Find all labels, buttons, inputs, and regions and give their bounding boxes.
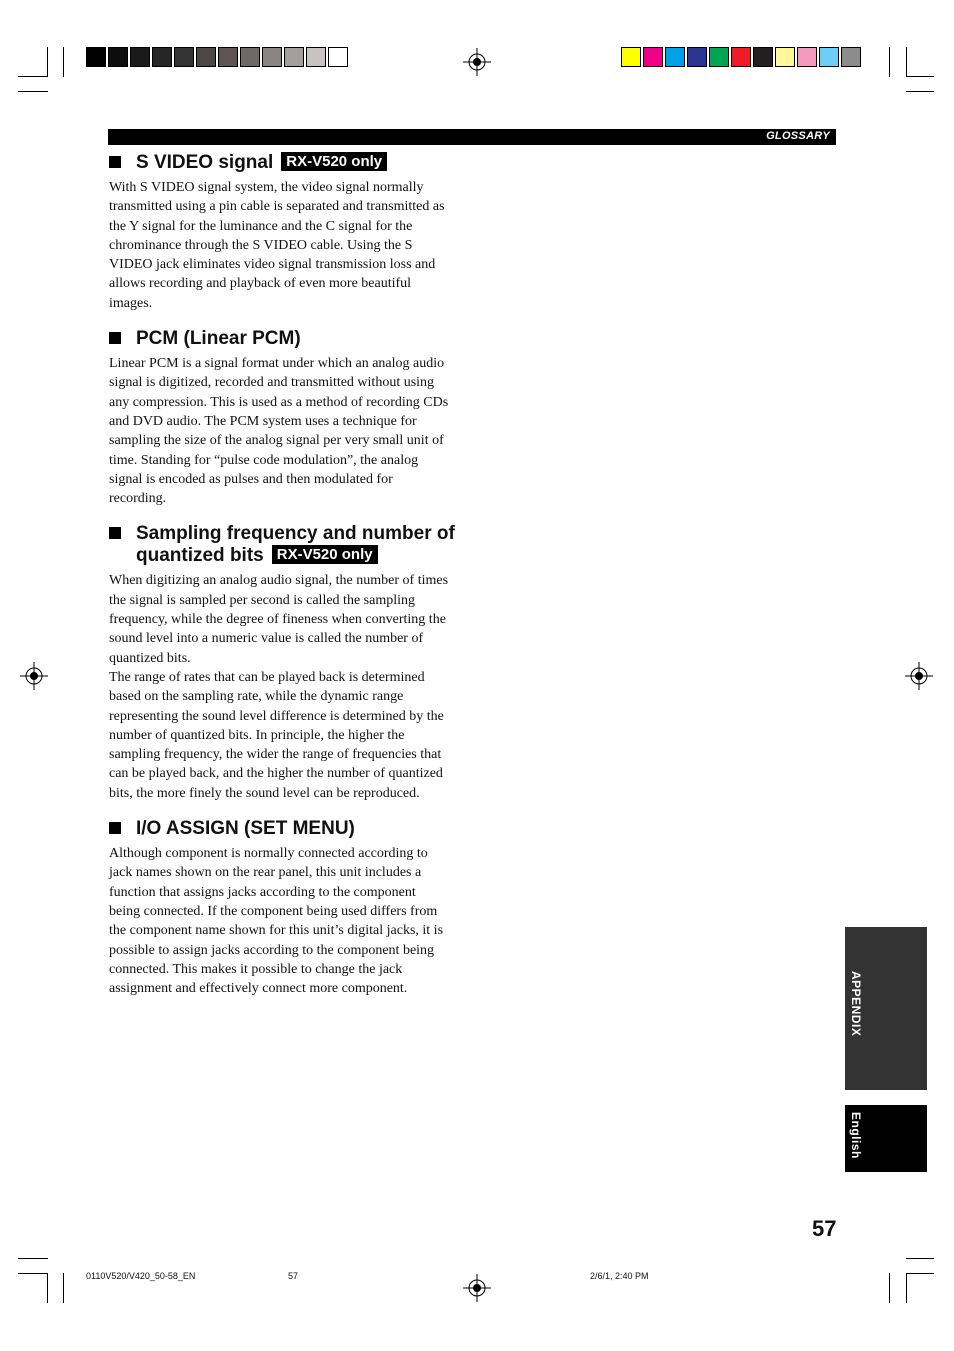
entry-body: With S VIDEO signal system, the video signal normally transmitted using a pin cable is separated and transmitted as the Y signal for the luminance and the C signal for the chrominance through the S VIDEO cable. Using the S VIDEO jack eliminates video signal transmission loss and allows recording and playback of even more beautiful images.: [109, 180, 445, 311]
color-swatch: [731, 47, 751, 67]
footer-page: 57: [288, 1271, 299, 1281]
model-badge: RX-V520 only: [272, 545, 378, 564]
color-swatch: [130, 47, 150, 67]
crop-mark: [906, 1273, 907, 1303]
entry-heading: [109, 328, 461, 350]
section-label: GLOSSARY: [766, 130, 830, 142]
glossary-entry-pcm: [109, 328, 461, 508]
bullet-square-icon: [109, 527, 121, 539]
crop-mark: [18, 1273, 48, 1274]
entry-heading: [109, 152, 461, 174]
registration-mark-icon: [905, 662, 933, 690]
color-swatch: [108, 47, 128, 67]
language-tab: [845, 1105, 927, 1172]
entry-title: I/O ASSIGN (SET MENU): [136, 818, 355, 840]
registration-mark-icon: [20, 662, 48, 690]
glossary-entry-io-assign: [109, 818, 461, 998]
entry-body: Linear PCM is a signal format under which an analog audio signal is digitized, recorded and transmitted without using any compression. This is used as a method of recording CDs and DVD audio. The PCM system uses a technique for sampling the size of the analog signal per very small unit of time. Standing for “pulse code modulation”, the analog signal is encoded as pulses and then modulated for recording.: [109, 356, 449, 507]
crop-mark: [906, 91, 934, 92]
color-swatch: [687, 47, 707, 67]
color-swatch: [753, 47, 773, 67]
appendix-tab: [845, 927, 927, 1090]
crop-mark: [906, 1258, 934, 1259]
entry-heading: [109, 523, 461, 567]
model-badge: RX-V520 only: [281, 152, 387, 171]
color-swatch: [709, 47, 729, 67]
color-swatch: [665, 47, 685, 67]
entry-title-line-2: quantized bits: [136, 545, 264, 567]
color-swatch: [240, 47, 260, 67]
entry-title: PCM (Linear PCM): [136, 328, 301, 350]
language-tab-label: English: [849, 1112, 863, 1159]
glossary-entry-s-video: [109, 152, 461, 313]
crop-mark: [63, 47, 64, 77]
entry-body: Although component is normally connected according to jack names shown on the rear panel, this unit includes a function that assigns jacks according to the component being connected. If the component being used differs from the component name shown for this unit’s digital jacks, it is possible to assign jacks according to the component being connected. This makes it possible to change the jack assignment and effectively connect more component.: [109, 846, 444, 997]
color-swatch: [621, 47, 641, 67]
entry-title-line-1: Sampling frequency and number of: [136, 523, 455, 545]
registration-mark-icon: [463, 48, 491, 76]
color-swatch: [819, 47, 839, 67]
color-swatch: [328, 47, 348, 67]
registration-mark-icon: [463, 1274, 491, 1302]
section-header-bar: [108, 129, 836, 145]
footer-file-name: 0110V520/V420_50-58_EN: [86, 1271, 196, 1281]
color-swatch: [841, 47, 861, 67]
color-swatch: [262, 47, 282, 67]
color-swatch: [152, 47, 172, 67]
bullet-square-icon: [109, 822, 121, 834]
crop-mark: [47, 47, 48, 77]
entry-heading: [109, 818, 461, 840]
color-swatch: [643, 47, 663, 67]
entry-body: When digitizing an analog audio signal, the number of times the signal is sampled per second is called the sampling frequency, while the degree of fineness when converting the sound level into a numeric value is called the number of quantized bits. The range of rates that can be played back is determined based on the sampling rate, while the dynamic range representing the sound level difference is determined by the number of quantized bits. In principle, the higher the sampling frequency, the wider the range of frequencies that can be played back, and the higher the number of quantized bits, the more finely the sound level can be reproduced.: [109, 573, 449, 801]
bullet-square-icon: [109, 156, 121, 168]
grayscale-color-bar: [86, 47, 350, 69]
color-swatch: [775, 47, 795, 67]
color-swatch: [174, 47, 194, 67]
crop-mark: [63, 1273, 64, 1303]
crop-mark: [906, 76, 934, 77]
appendix-tab-label: APPENDIX: [849, 971, 863, 1037]
crop-mark: [18, 1258, 48, 1259]
color-swatch: [306, 47, 326, 67]
crop-mark: [18, 76, 48, 77]
crop-mark: [906, 47, 907, 77]
footer-timestamp: 2/6/1, 2:40 PM: [590, 1271, 649, 1281]
crop-mark: [906, 1273, 934, 1274]
crop-mark: [18, 91, 48, 92]
color-swatch: [86, 47, 106, 67]
page-number: 57: [812, 1216, 837, 1241]
color-swatch: [284, 47, 304, 67]
glossary-entry-sampling: [109, 523, 461, 803]
crop-mark: [47, 1273, 48, 1303]
entry-title: S VIDEO signal: [136, 152, 274, 173]
bullet-square-icon: [109, 332, 121, 344]
glossary-content: [109, 152, 461, 998]
color-swatch: [218, 47, 238, 67]
color-swatch: [797, 47, 817, 67]
crop-mark: [889, 1273, 890, 1303]
color-swatch: [196, 47, 216, 67]
crop-mark: [889, 47, 890, 77]
process-color-bar: [621, 47, 863, 69]
